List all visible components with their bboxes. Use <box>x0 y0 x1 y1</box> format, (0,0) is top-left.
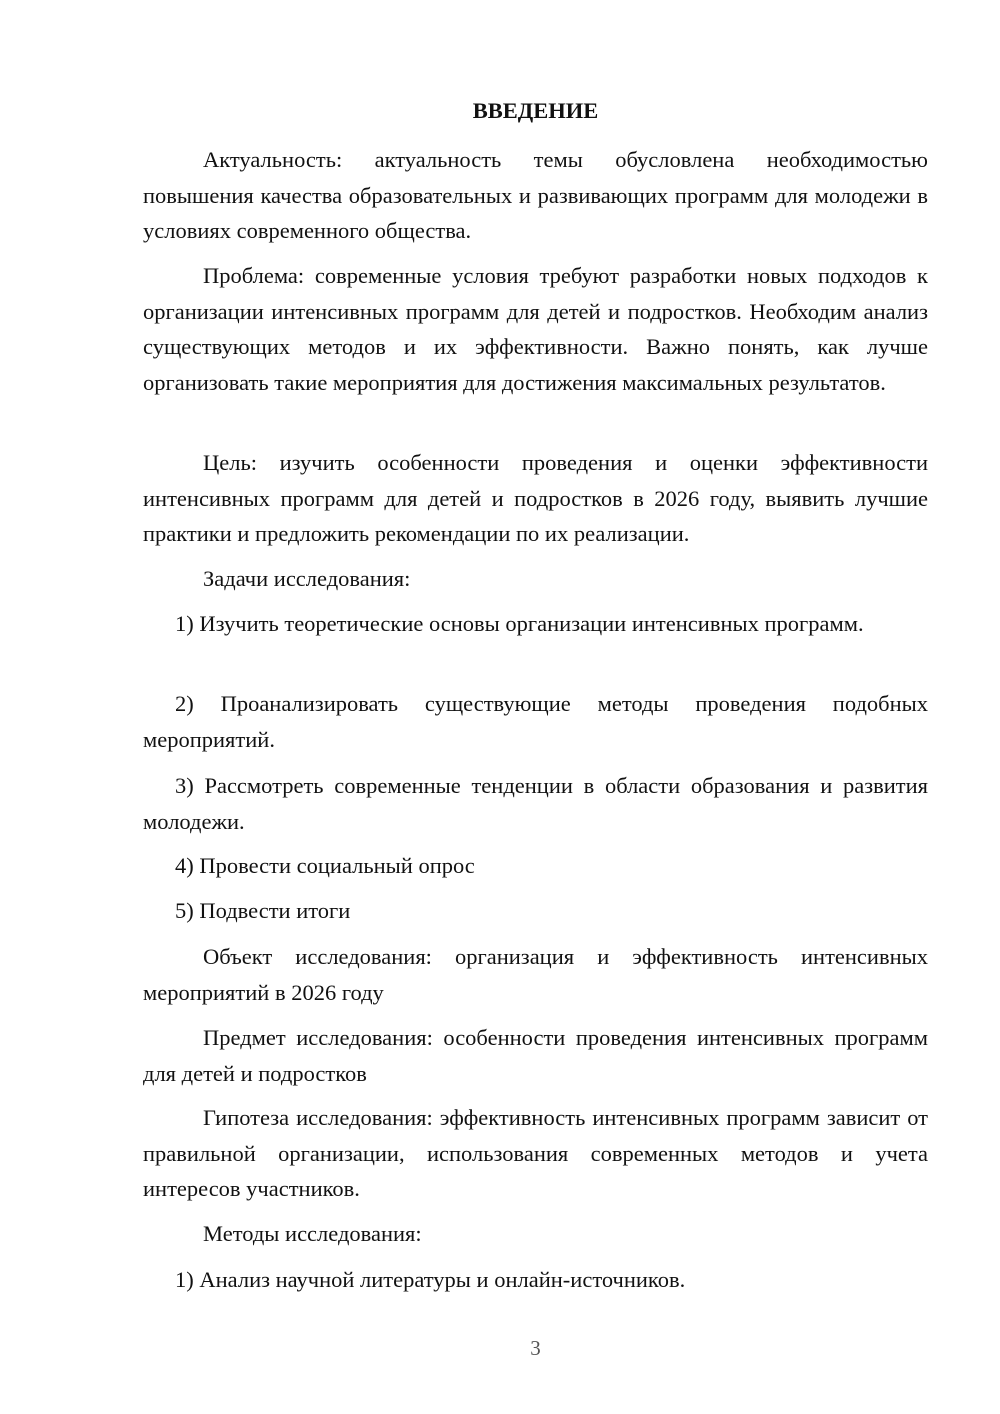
paragraph-problem: Проблема: современные условия требуют разработки новых подходов к организации интенсивных программ для детей и подростков. Необходим анализ существующих методов и их эффективности. Важно понять, как лучше организовать такие мероприятия для достижения максимальных результатов. <box>143 263 928 395</box>
paragraph-object: Объект исследования: организация и эффективность интенсивных мероприятий в 2026 году <box>143 944 928 1005</box>
document-page <box>143 0 928 1414</box>
task-item-1: 1) Изучить теоретические основы организации интенсивных программ. <box>175 611 864 636</box>
task-item-2: 2) Проанализировать существующие методы проведения подобных мероприятий. <box>143 691 928 752</box>
paragraph-subject: Предмет исследования: особенности проведения интенсивных программ для детей и подростков <box>143 1025 928 1086</box>
paragraph-tasks-heading: Задачи исследования: <box>203 566 411 591</box>
method-item-1: 1) Анализ научной литературы и онлайн-источников. <box>175 1267 686 1292</box>
task-item-3: 3) Рассмотреть современные тенденции в области образования и развития молодежи. <box>143 773 928 834</box>
paragraph-goal: Цель: изучить особенности проведения и оценки эффективности интенсивных программ для детей и подростков в 2026 году, выявить лучшие практики и предложить рекомендации по их реализации. <box>143 450 928 546</box>
section-title: ВВЕДЕНИЕ <box>472 98 599 123</box>
paragraph-relevance: Актуальность: актуальность темы обусловлена необходимостью повышения качества образовательных и развивающих программ для молодежи в условиях современного общества. <box>143 147 928 243</box>
task-item-5: 5) Подвести итоги <box>175 898 351 923</box>
paragraph-hypothesis: Гипотеза исследования: эффективность интенсивных программ зависит от правильной организации, использования современных методов и учета интересов участников. <box>143 1105 928 1201</box>
paragraph-methods-heading: Методы исследования: <box>203 1221 422 1246</box>
page-number: 3 <box>530 1336 541 1360</box>
task-item-4: 4) Провести социальный опрос <box>175 853 475 878</box>
